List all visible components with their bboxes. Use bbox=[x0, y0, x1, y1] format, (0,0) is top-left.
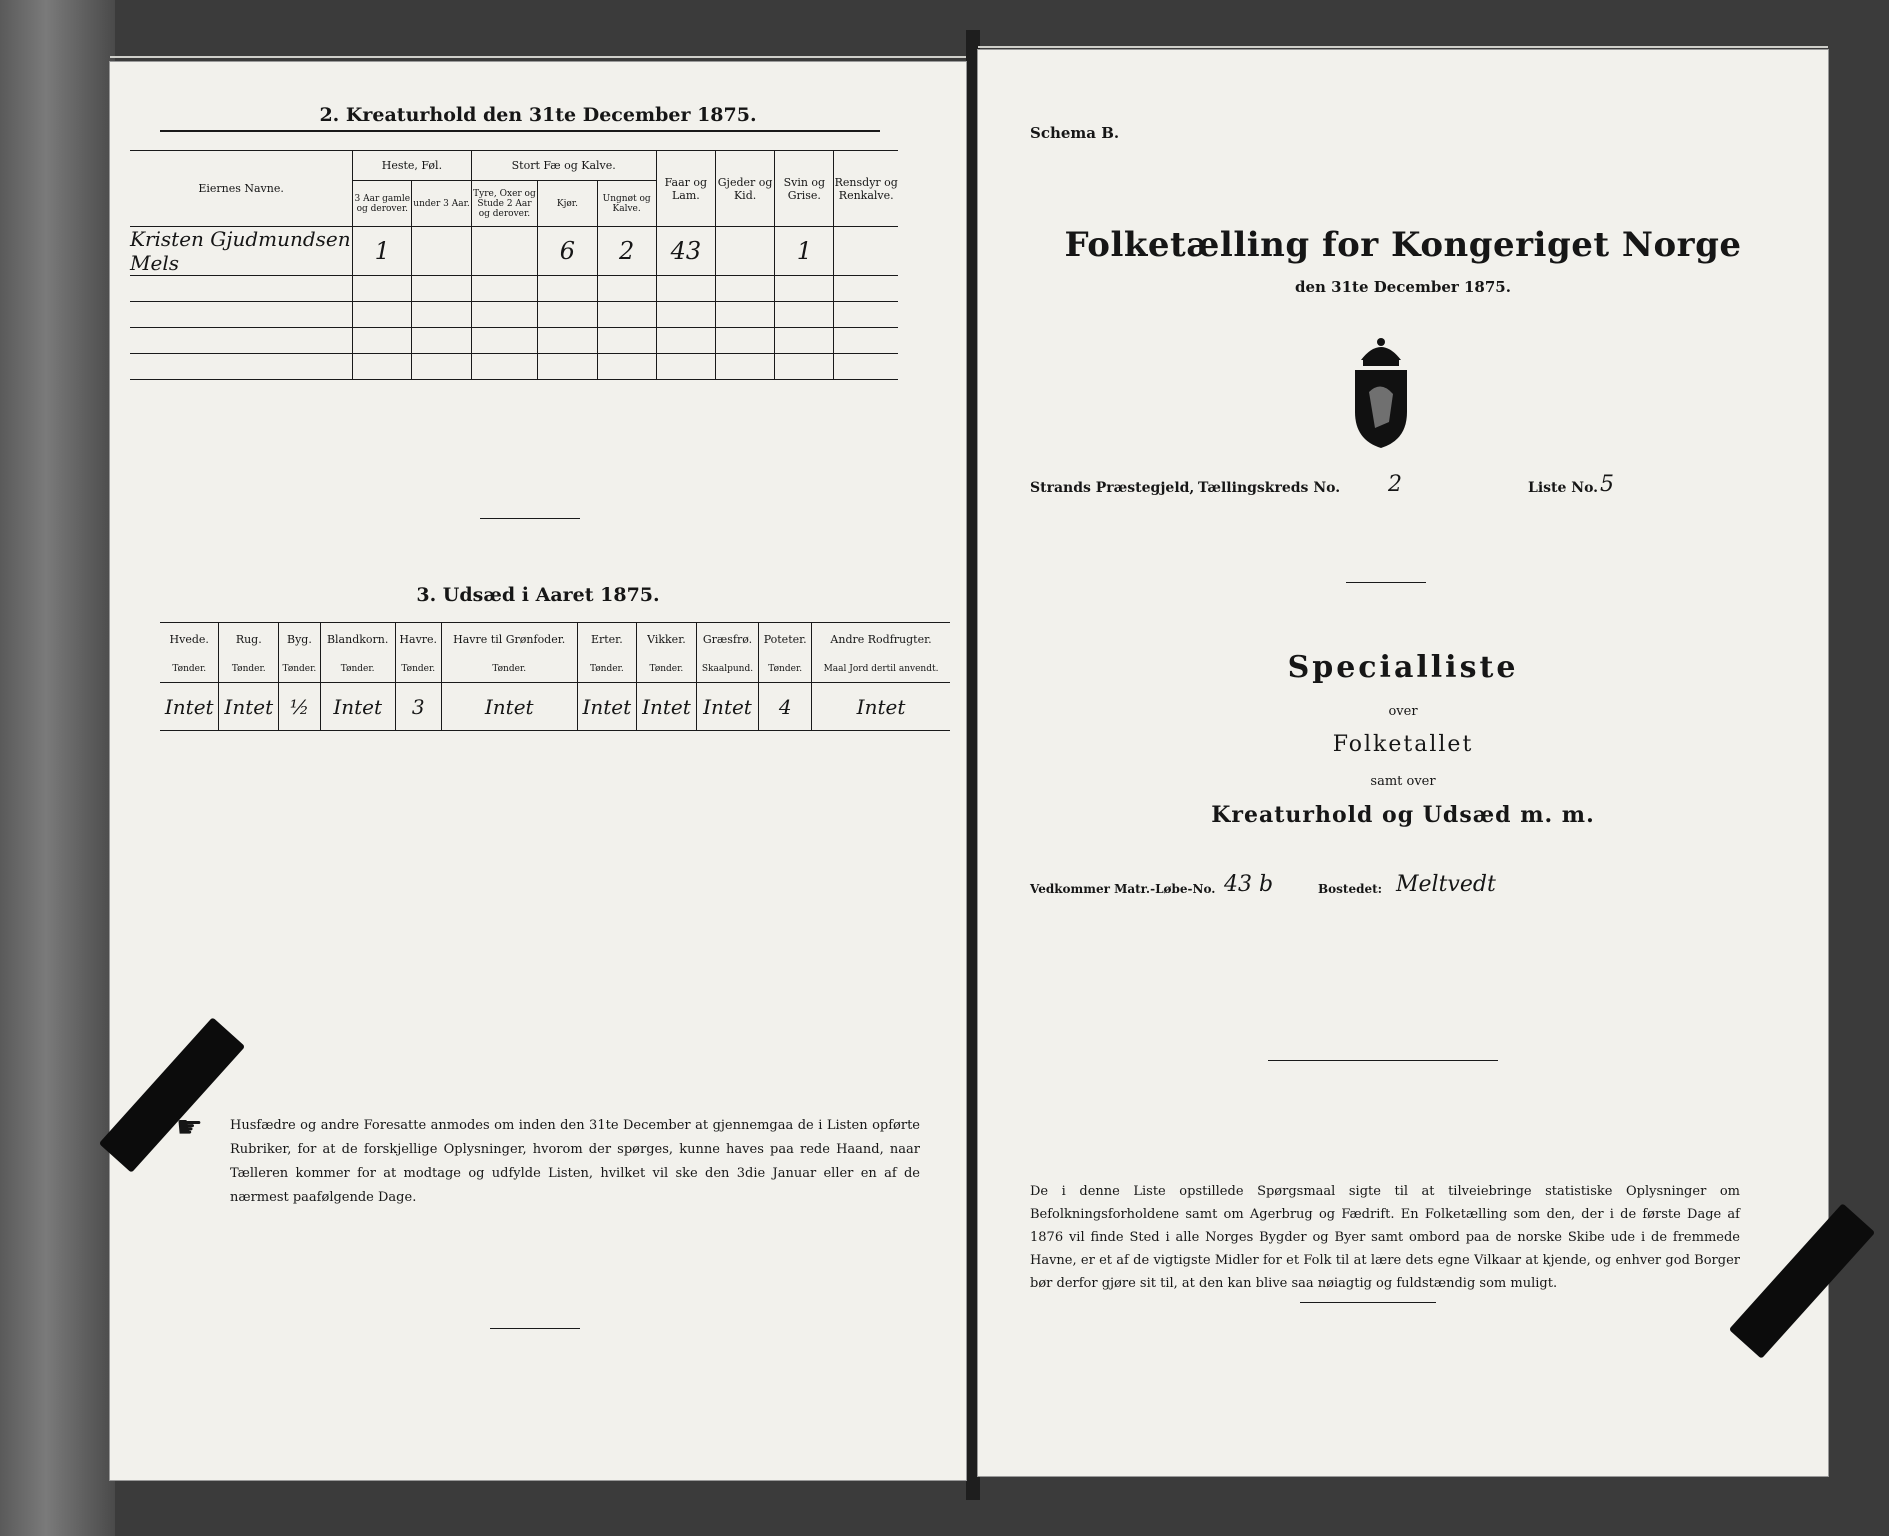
cell-svin: 1 bbox=[775, 227, 834, 276]
seed-unit: Tønder. bbox=[441, 657, 577, 683]
seed-unit: Tønder. bbox=[160, 657, 219, 683]
seed-header: Blandkorn. bbox=[320, 623, 395, 657]
seed-value: Intet bbox=[160, 683, 219, 731]
folketallet-heading: Folketallet bbox=[1332, 732, 1474, 757]
seed-value: Intet bbox=[320, 683, 395, 731]
col-heste-a: 3 Aar gamle og derover. bbox=[353, 181, 412, 227]
pointing-hand-icon: ☛ bbox=[176, 1110, 203, 1145]
district-label: Tællingskreds No. bbox=[1198, 480, 1341, 496]
seed-header: Græsfrø. bbox=[696, 623, 759, 657]
seed-unit: Tønder. bbox=[219, 657, 279, 683]
seed-value: Intet bbox=[812, 683, 950, 731]
census-date: den 31te December 1875. bbox=[1295, 278, 1511, 296]
seed-unit: Tønder. bbox=[395, 657, 441, 683]
seed-header: Vikker. bbox=[637, 623, 697, 657]
page-edge-line bbox=[110, 56, 966, 58]
coat-of-arms-icon bbox=[1341, 332, 1421, 452]
seed-table bbox=[160, 622, 950, 731]
col-stort-c: Ungnøt og Kalve. bbox=[597, 181, 656, 227]
footer-text: De i denne Liste opstillede Spørgsmaal sigte til at tilveiebringe statistiske Oplysninger om Befolkningsforholdene samt om Agerbrug og Fædrift. En Folketælling som den, der i de første Dage af 1876 vil finde Sted i alle Norges Bygder og Byer samt ombord paa de norske Skibe ude i de fremmede Havne, er et af de vigtigste Midler for et Folk til at lære dets egne Vilkaar at kjende, og enhver god Borger bør derfor gjøre sit til, at den kan blive saa nøiagtig og fuldstændig som muligt. bbox=[1030, 1184, 1740, 1291]
cell-rensdyr bbox=[834, 227, 898, 276]
notice-text: Husfædre og andre Foresatte anmodes om inden den 31te December at gjennemgaa de i Listen opførte Rubriker, for at de forskjellige Oplysninger, hvorom der spørges, kunne haves paa rede Haand, naar Tælleren kommer for at modtage og udfylde Listen, hvilket vil ske den 3die Januar eller en af de nærmest paafølgende Dage. bbox=[230, 1118, 920, 1205]
owner-name: Kristen Gjudmundsen Mels bbox=[130, 227, 353, 276]
divider-rule bbox=[480, 518, 580, 519]
seed-header: Byg. bbox=[279, 623, 321, 657]
col-svin-header: Svin og Grise. bbox=[775, 151, 834, 227]
cell-heste-a: 1 bbox=[353, 227, 412, 276]
seed-value: Intet bbox=[577, 683, 637, 731]
seed-unit: Tønder. bbox=[759, 657, 812, 683]
title-rule bbox=[160, 130, 880, 132]
seed-value: 4 bbox=[759, 683, 812, 731]
cell-faar: 43 bbox=[656, 227, 715, 276]
col-rensdyr-header: Rensdyr og Renkalve. bbox=[834, 151, 898, 227]
page-edge-line bbox=[978, 46, 1828, 48]
table-row bbox=[130, 354, 898, 380]
left-page bbox=[110, 62, 966, 1480]
seed-header: Rug. bbox=[219, 623, 279, 657]
list-value: 5 bbox=[1600, 472, 1614, 497]
section2-title: 2. Kreaturhold den 31te December 1875. bbox=[319, 104, 757, 126]
book-edge bbox=[0, 0, 115, 1536]
seed-header: Hvede. bbox=[160, 623, 219, 657]
footer-rule bbox=[490, 1328, 580, 1329]
parish-label: Strands Præstegjeld, bbox=[1030, 480, 1195, 496]
seed-unit: Tønder. bbox=[279, 657, 321, 683]
section3-title: 3. Udsæd i Aaret 1875. bbox=[416, 584, 660, 606]
page-title: Folketælling for Kongeriget Norge bbox=[1064, 225, 1742, 265]
table-row bbox=[130, 302, 898, 328]
seed-unit: Tønder. bbox=[637, 657, 697, 683]
right-page bbox=[978, 50, 1828, 1476]
table-row bbox=[160, 683, 950, 731]
seed-unit: Skaalpund. bbox=[696, 657, 759, 683]
seed-value: Intet bbox=[441, 683, 577, 731]
schema-label: Schema B. bbox=[1030, 124, 1120, 142]
col-stort-header: Stort Fæ og Kalve. bbox=[471, 151, 656, 181]
cell-stort-c: 2 bbox=[597, 227, 656, 276]
table-row bbox=[130, 276, 898, 302]
seed-value: Intet bbox=[219, 683, 279, 731]
cell-stort-a bbox=[471, 227, 538, 276]
footer-rule bbox=[1300, 1302, 1436, 1303]
cell-stort-b: 6 bbox=[538, 227, 597, 276]
seed-header: Havre. bbox=[395, 623, 441, 657]
seed-header: Poteter. bbox=[759, 623, 812, 657]
over-text: over bbox=[1388, 704, 1418, 719]
cell-heste-b bbox=[412, 227, 471, 276]
livestock-table bbox=[130, 150, 898, 380]
col-names-header: Eiernes Navne. bbox=[130, 151, 353, 227]
bosted-label: Bostedet: bbox=[1318, 882, 1383, 896]
seed-value: 3 bbox=[395, 683, 441, 731]
seed-header: Erter. bbox=[577, 623, 637, 657]
seed-value: Intet bbox=[637, 683, 697, 731]
divider-rule bbox=[1346, 582, 1426, 583]
kreaturhold-heading: Kreaturhold og Udsæd m. m. bbox=[1211, 802, 1595, 828]
matr-label: Vedkommer Matr.-Løbe-No. bbox=[1030, 882, 1216, 896]
samt-over-text: samt over bbox=[1370, 774, 1436, 789]
col-heste-b: under 3 Aar. bbox=[412, 181, 471, 227]
divider-rule bbox=[1268, 1060, 1498, 1061]
matr-value: 43 b bbox=[1224, 872, 1274, 897]
col-gjeder-header: Gjeder og Kid. bbox=[715, 151, 774, 227]
district-value: 2 bbox=[1388, 472, 1402, 497]
seed-unit: Tønder. bbox=[577, 657, 637, 683]
col-stort-a: Tyre, Oxer og Stude 2 Aar og derover. bbox=[471, 181, 538, 227]
bosted-value: Meltvedt bbox=[1396, 872, 1496, 897]
specialliste-heading: Specialliste bbox=[1287, 650, 1519, 685]
table-row bbox=[130, 227, 898, 276]
seed-value: Intet bbox=[696, 683, 759, 731]
list-label: Liste No. bbox=[1528, 480, 1599, 496]
seed-unit: Tønder. bbox=[320, 657, 395, 683]
col-stort-b: Kjør. bbox=[538, 181, 597, 227]
col-heste-header: Heste, Føl. bbox=[353, 151, 471, 181]
seed-header: Havre til Grønfoder. bbox=[441, 623, 577, 657]
seed-header: Andre Rodfrugter. bbox=[812, 623, 950, 657]
seed-value: ½ bbox=[279, 683, 321, 731]
seed-unit: Maal Jord dertil anvendt. bbox=[812, 657, 950, 683]
cell-gjeder bbox=[715, 227, 774, 276]
table-row bbox=[130, 328, 898, 354]
col-faar-header: Faar og Lam. bbox=[656, 151, 715, 227]
